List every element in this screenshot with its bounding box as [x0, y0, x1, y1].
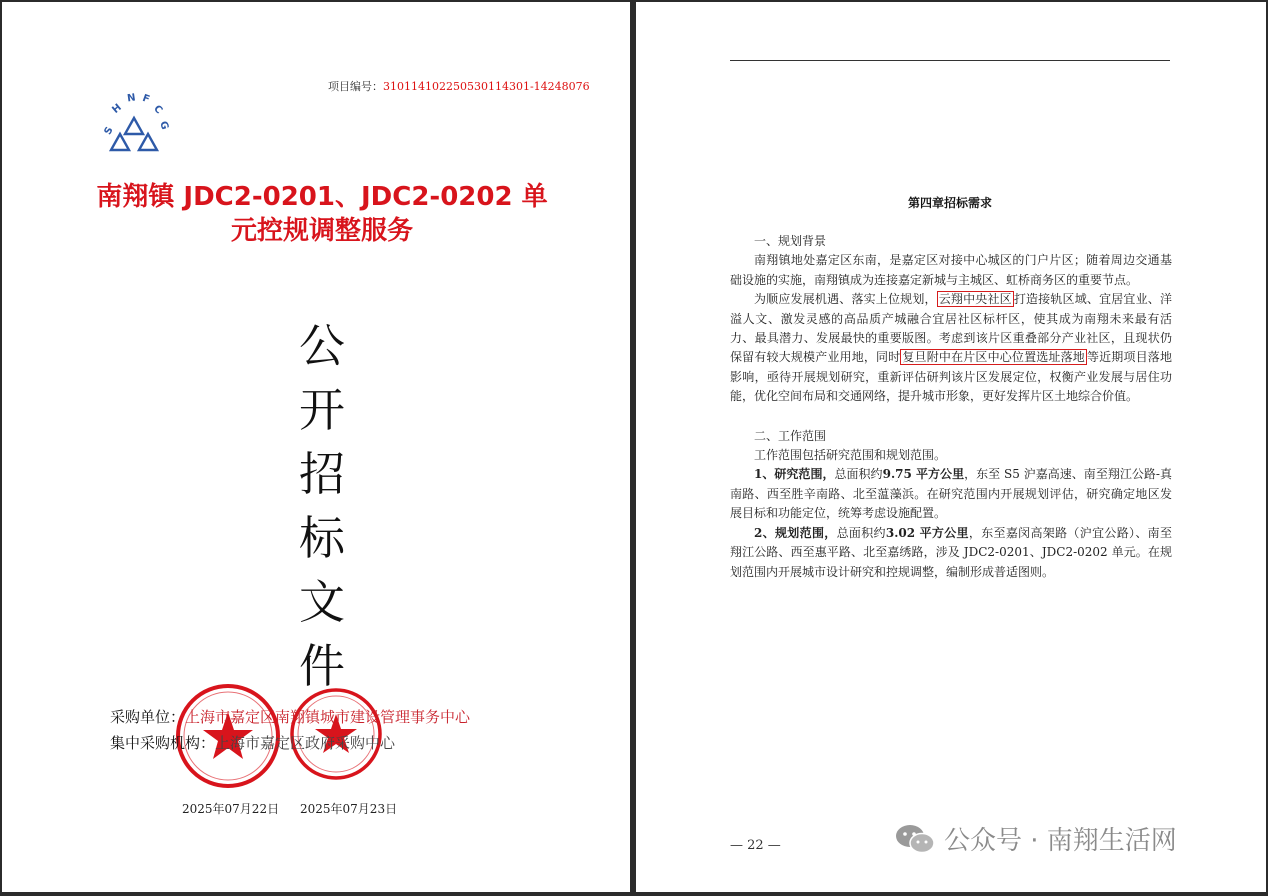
item-label: 2、规划范围，	[754, 525, 837, 540]
text-run: 为顺应发展机遇、落实上位规划，	[754, 292, 937, 307]
text-run: 总面积约	[836, 525, 886, 540]
title-line-2: 元控规调整服务	[230, 216, 413, 246]
watermark	[894, 820, 1177, 857]
date-2: 2025年07月23日	[300, 802, 398, 816]
svg-text:H: H	[110, 102, 124, 116]
date-1: 2025年07月22日	[182, 802, 280, 816]
agency-label: 集中采购机构：	[110, 734, 216, 752]
text-run: 等近期项目落地影响，亟待开展规划研究，重新评估研判该片区发展定位，权衡产业发展与居住功能，优化空间布局和交通网络，提升城市形象，更好发挥片区土地综合价值。	[730, 350, 1172, 404]
svg-text:C: C	[151, 103, 165, 117]
agency-line	[110, 732, 395, 753]
spacer	[730, 407, 1172, 427]
vertical-title-char: 招	[299, 447, 345, 501]
agency-value: 上海市嘉定区政府采购中心	[215, 734, 396, 752]
purchaser-label: 采购单位：	[110, 708, 186, 726]
vertical-title-char: 件	[299, 639, 345, 693]
shnfcg-logo-icon	[94, 88, 174, 154]
highlight-box: 复旦附中在片区中心位置选址落地	[902, 350, 1085, 365]
watermark-text: 公众号 · 南翔生活网	[944, 826, 1177, 856]
document-title	[62, 180, 582, 248]
list-item	[730, 465, 1172, 523]
page-number: — 22 —	[730, 838, 781, 853]
area-value: 9.75 平方公里	[882, 467, 965, 482]
vertical-title	[292, 314, 352, 698]
list-item	[730, 524, 1172, 582]
svg-text:G: G	[157, 119, 171, 132]
svg-text:N: N	[126, 92, 137, 105]
wechat-icon	[894, 822, 936, 856]
text-run: ，东至嘉闵高架路（沪宜公路）、南至翔江公路、西至惠平路、北至嘉绣路，涉及 JDC2-0201、JDC2-0202 单元。在规划范围内开展城市设计研究和控规调整，编制形成普适图则。	[730, 525, 1172, 579]
highlight-box: 云翔中央社区	[938, 292, 1012, 307]
vertical-title-char: 公	[299, 319, 345, 373]
svg-text:F: F	[140, 92, 152, 106]
paragraph	[730, 290, 1172, 406]
paragraph: 工作范围包括研究范围和规划范围。	[754, 448, 947, 463]
purchaser-value: 上海市嘉定区南翔镇城市建设管理事务中心	[185, 708, 471, 726]
title-line-1: 南翔镇 JDC2-0201、JDC2-0202 单	[96, 182, 548, 212]
purchaser-line	[110, 706, 470, 727]
section-heading: 一、规划背景	[754, 234, 827, 248]
chapter-title: 第四章招标需求	[907, 196, 992, 210]
project-number-value: 310114102250530114301-14248076	[383, 80, 590, 93]
vertical-title-char: 文	[299, 575, 345, 629]
area-value: 3.02 平方公里	[885, 525, 969, 540]
item-label: 1、研究范围，	[754, 467, 835, 482]
text-run: ，东至 S5 沪嘉高速、南至翔江公路-真南路、西至胜辛南路、北至蕰藻浜。在研究范围内开展规划评估，研究确定地区发展目标和功能定位，统筹考虑设施配置。	[730, 467, 1172, 521]
cover-page	[2, 2, 630, 892]
section-heading: 二、工作范围	[754, 428, 827, 443]
content-page	[636, 2, 1266, 892]
text-run: 总面积约	[834, 467, 883, 482]
svg-text:S: S	[102, 125, 116, 137]
header-rule	[730, 60, 1170, 61]
page-body	[730, 232, 1172, 582]
project-number-label: 项目编号：	[328, 80, 383, 93]
text-run: 打造接轨区域、宜居宜业、洋溢人文、激发灵感的高品质产城融合宜居社区标杆区，使其成为南翔未来最有活力、最具潜力、发展最快的重要版图。考虑到该片区重叠部分产业社区，且现状仍保留有较大规模产业用地，同时	[730, 292, 1172, 365]
vertical-title-char: 开	[299, 383, 345, 437]
paragraph: 南翔镇地处嘉定区东南，是嘉定区对接中心城区的门户片区；随着周边交通基础设施的实施，南翔镇成为连接嘉定新城与主城区、虹桥商务区的重要节点。	[730, 253, 1172, 287]
project-number	[328, 78, 590, 94]
vertical-title-char: 标	[299, 511, 345, 565]
